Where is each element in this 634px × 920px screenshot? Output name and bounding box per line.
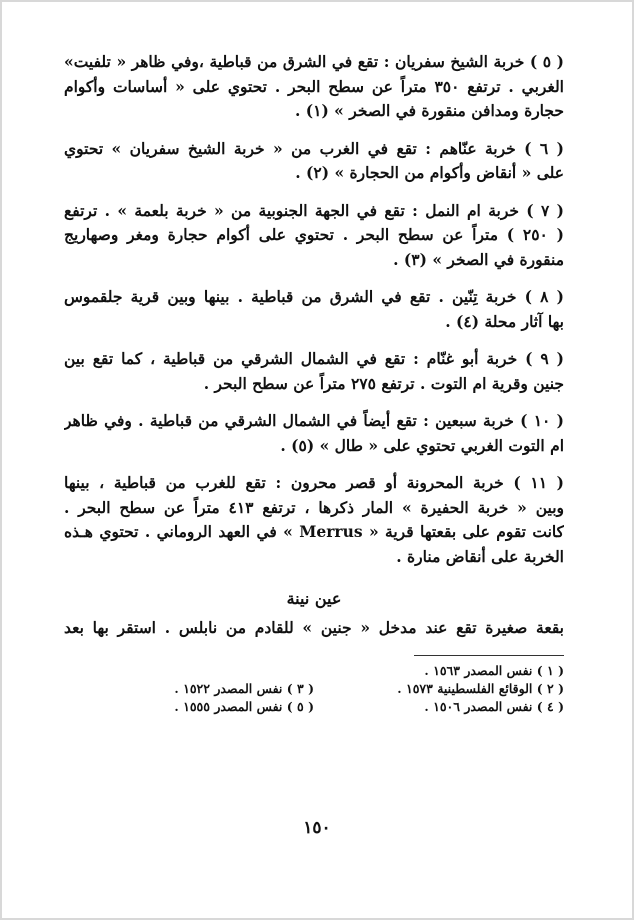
text-line: وبين « خربة الحفيرة » المار ذكرها ، ترتفع ٤١٣ متراً عن سطح البحر . <box>64 497 564 517</box>
text-line: ام التوت الغربي تحتوي على « طال » (٥) . <box>280 435 564 455</box>
paragraph-10 <box>64 409 564 458</box>
footnote-divider <box>414 655 564 656</box>
page-number: ١٥٠ <box>303 818 331 838</box>
document-page <box>64 50 564 716</box>
text-line: ( ٦ ) خربة عنّاهم : تقع في الغرب من « خربة الشيخ سفريان » تحتوي <box>64 138 564 158</box>
text-line: ( ٢٥٠ ) متراً عن سطح البحر . تحتوي على أكوام حجارة ومغر وصهاريج <box>64 225 564 244</box>
text-line: بقعة صغيرة تقع عند مدخل « جنين » للقادم من نابلس . استقر بها بعد <box>64 618 564 637</box>
text-line: بها آثار محلة (٤) . <box>445 311 564 331</box>
text-line: كانت تقوم على بقعتها قرية « Merrus » في العهد الروماني . تحتوي هـذه <box>64 522 564 541</box>
paragraph-7 <box>64 199 564 273</box>
text-line: ( ٩ ) خربة أبو غنّام : تقع في الشمال الشرقي من قباطية ، كما تقع بين <box>64 349 564 368</box>
footnote-row <box>64 680 564 698</box>
paragraph-5 <box>64 50 564 124</box>
text-line: حجارة ومدافن منقورة في الصخر » (١) . <box>294 101 564 120</box>
text-line: ( ١١ ) خربة المحرونة أو قصر محرون : تقع للغرب من قباطية ، بينها <box>64 473 564 492</box>
footnote-row <box>64 698 564 716</box>
footnote-row <box>64 662 564 680</box>
section-paragraph <box>64 616 564 641</box>
text-line: ( ٧ ) خربة ام النمل : تقع في الجهة الجنوبية من « خربة بلعمة » . ترتفع <box>64 200 564 220</box>
text-line: الخربة على أنقاض منارة . <box>396 546 564 566</box>
text-line: ( ١٠ ) خربة سبعين : تقع أيضاً في الشمال الشرقي من قباطية . وفي ظاهر <box>64 411 564 430</box>
footnote-5: ( ٥ ) نفس المصدر ١٥٥٥ . <box>174 698 314 714</box>
paragraph-8 <box>64 285 564 334</box>
paragraph-6 <box>64 137 564 186</box>
text-line: جنين وقرية ام التوت . ترتفع ٢٧٥ متراً عن سطح البحر . <box>203 373 564 393</box>
text-line: ( ٨ ) خربة تِنّين . تقع في الشرق من قباطية . بينها وبين قرية جلقموس <box>64 287 564 306</box>
text-line: الغربي . ترتفع ٣٥٠ متراً عن سطح البحر . تحتوي على « أساسات وأكوام <box>64 76 564 96</box>
footnote-empty <box>64 662 314 680</box>
footnote-3: ( ٣ ) نفس المصدر ١٥٢٢ . <box>174 680 314 696</box>
footnote-4: ( ٤ ) نفس المصدر ١٥٠٦ . <box>424 698 564 714</box>
paragraph-11 <box>64 471 564 569</box>
paragraph-9 <box>64 347 564 396</box>
footnote-2: ( ٢ ) الوقائع الفلسطينية ١٥٧٣ . <box>397 680 564 696</box>
text-line: على « أنقاض وأكوام من الحجارة » (٢) . <box>295 163 564 182</box>
text-line: منقورة في الصخر » (٣) . <box>393 249 564 269</box>
section-heading: عين نينة <box>286 589 342 608</box>
text-line: ( ٥ ) خربة الشيخ سفريان : تقع في الشرق من قباطية ،وفي ظاهر « تلفيت» <box>64 52 564 71</box>
footnote-1: ( ١ ) نفس المصدر ١٥٦٣ . <box>424 662 564 678</box>
